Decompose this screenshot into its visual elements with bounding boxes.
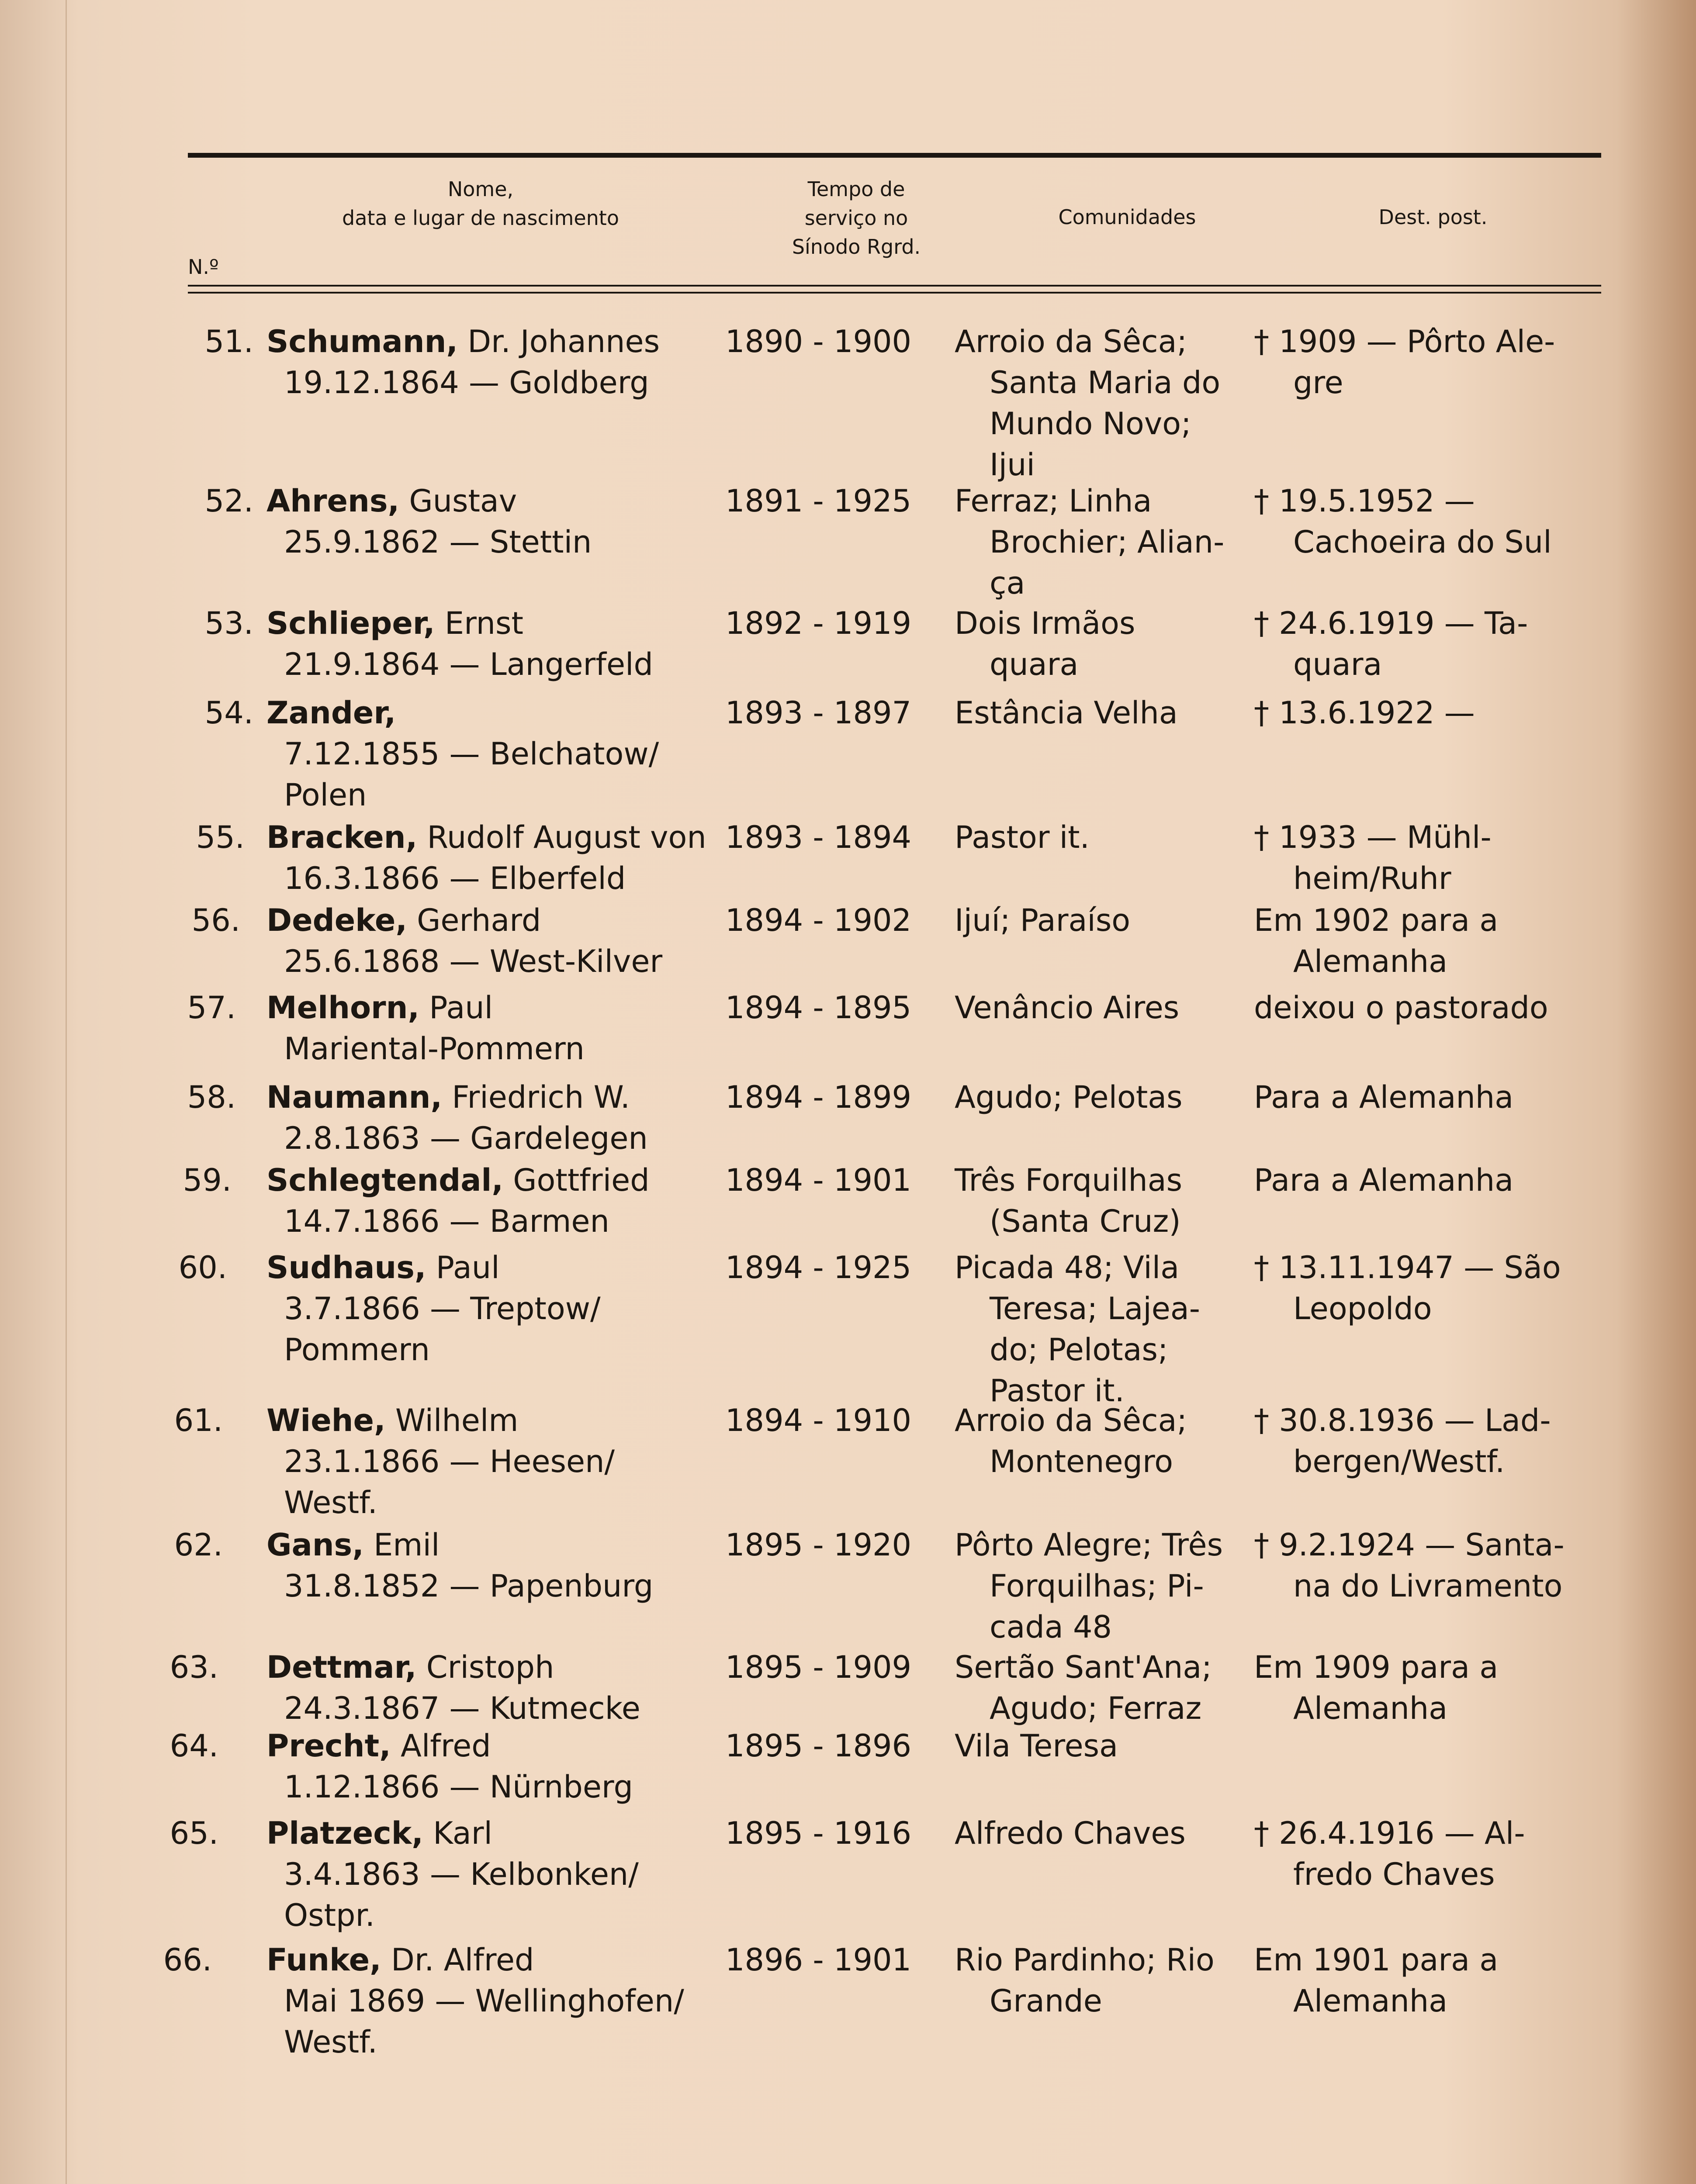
entry-given-name: Ernst: [444, 605, 523, 641]
entry-number: 52.: [204, 483, 253, 519]
entry-destination: [1254, 1813, 1603, 1895]
entry-birth: 21.9.1864 — Langerfeld: [284, 646, 653, 682]
entry-name: [267, 1247, 730, 1288]
destination-line: Leopoldo: [1293, 1291, 1432, 1327]
entry-name: [267, 603, 730, 644]
entry-surname: Precht,: [267, 1728, 391, 1764]
entry-given-name: Wilhelm: [395, 1403, 519, 1438]
destination-line: deixou o pastorado: [1254, 990, 1548, 1026]
entry-name-cell: [267, 900, 730, 982]
entry-name: [267, 1400, 730, 1441]
community-line: (Santa Cruz): [990, 1203, 1181, 1239]
community-line: ça: [990, 565, 1025, 601]
entry-destination: [1254, 692, 1603, 733]
entry-number: 61.: [174, 1403, 223, 1438]
entry-birth: 7.12.1855 — Belchatow/: [284, 736, 659, 772]
entry-service-time: 1890 - 1900: [725, 324, 912, 359]
entry-birth: 19.12.1864 — Goldberg: [284, 365, 649, 401]
entry-birth: Mariental-Pommern: [284, 1031, 585, 1067]
community-line: Venâncio Aires: [955, 990, 1180, 1026]
entry-given-name: Dr. Alfred: [391, 1942, 534, 1978]
entry-name-cell: [267, 603, 730, 685]
destination-line: gre: [1293, 365, 1343, 401]
entry-destination: [1254, 603, 1603, 685]
entry-name-cell: [267, 692, 730, 816]
entry-number: 53.: [204, 605, 253, 641]
entry-birth: 25.9.1862 — Stettin: [284, 524, 592, 560]
entry-number: 66.: [163, 1942, 212, 1978]
entry-surname: Gans,: [267, 1527, 364, 1563]
entry-name: [267, 1939, 730, 1980]
community-line: Ijuí; Paraíso: [955, 902, 1131, 938]
community-line: Arroio da Sêca;: [955, 324, 1187, 359]
destination-line: † 30.8.1936 — Lad-: [1254, 1403, 1551, 1438]
entry-destination: [1254, 321, 1603, 403]
destination-line: † 1933 — Mühl-: [1254, 819, 1492, 855]
entry-name: [267, 321, 730, 362]
entry-communities: [955, 1647, 1260, 1729]
header-communities: Comunidades: [1058, 205, 1196, 229]
entry-name: [267, 900, 730, 941]
entry-birth: Mai 1869 — Wellinghofen/: [284, 1983, 684, 2019]
destination-line: † 19.5.1952 —: [1254, 483, 1475, 519]
entry-communities: [955, 817, 1260, 858]
community-line: Arroio da Sêca;: [955, 1403, 1187, 1438]
entry-birth: 2.8.1863 — Gardelegen: [284, 1120, 648, 1156]
entry-birth: 3.4.1863 — Kelbonken/: [284, 1856, 639, 1892]
entry-service-time: 1894 - 1901: [725, 1162, 912, 1198]
entry-number: 59.: [183, 1162, 232, 1198]
destination-line: Em 1909 para a: [1254, 1649, 1499, 1685]
entry-birth: Ostpr.: [284, 1897, 375, 1933]
destination-line: fredo Chaves: [1293, 1856, 1495, 1892]
entry-birth: Polen: [284, 777, 367, 813]
entry-birth: 31.8.1852 — Papenburg: [284, 1568, 654, 1604]
entry-destination: [1254, 1160, 1603, 1201]
entry-service-time: 1894 - 1910: [725, 1403, 912, 1438]
entry-surname: Schlegtendal,: [267, 1162, 504, 1198]
entry-name-cell: [267, 987, 730, 1069]
community-line: Pastor it.: [955, 819, 1090, 855]
entry-communities: [955, 1939, 1260, 2022]
entry-number: 54.: [204, 695, 253, 731]
community-line: Teresa; Lajea-: [990, 1291, 1201, 1327]
entry-birth: 24.3.1867 — Kutmecke: [284, 1690, 640, 1726]
entry-given-name: Gottfried: [513, 1162, 650, 1198]
entry-birth: Westf.: [284, 2024, 377, 2060]
entry-communities: [955, 1247, 1260, 1411]
header-service-time: Tempo de serviço no Sínodo Rgrd.: [792, 177, 921, 259]
entry-birth: Pommern: [284, 1332, 430, 1368]
entry-name-cell: [267, 480, 730, 563]
entry-number: 55.: [196, 819, 245, 855]
community-line: Mundo Novo;: [990, 406, 1191, 442]
entry-name-cell: [267, 321, 730, 403]
destination-line: Alemanha: [1293, 943, 1448, 979]
destination-line: Para a Alemanha: [1254, 1162, 1514, 1198]
community-line: Santa Maria do: [990, 365, 1221, 401]
destination-line: † 13.11.1947 — São: [1254, 1250, 1561, 1286]
entry-surname: Zander,: [267, 695, 396, 731]
entry-name: [267, 1813, 730, 1854]
entry-service-time: 1894 - 1895: [725, 990, 912, 1026]
community-line: Sertão Sant'Ana;: [955, 1649, 1212, 1685]
entry-destination: [1254, 987, 1603, 1028]
destination-line: † 1909 — Pôrto Ale-: [1254, 324, 1555, 359]
entry-name: [267, 1524, 730, 1565]
entry-given-name: Paul: [429, 990, 493, 1026]
entry-surname: Melhorn,: [267, 990, 419, 1026]
entry-name-cell: [267, 1160, 730, 1242]
destination-line: quara: [1293, 646, 1382, 682]
entry-given-name: Dr. Johannes: [467, 324, 660, 359]
entry-communities: [955, 987, 1260, 1028]
entry-name: [267, 1160, 730, 1201]
entry-birth: 1.12.1866 — Nürnberg: [284, 1769, 633, 1805]
destination-line: heim/Ruhr: [1293, 860, 1451, 896]
entry-communities: [955, 1813, 1260, 1854]
entry-name-cell: [267, 1524, 730, 1607]
community-line: Rio Pardinho; Rio: [955, 1942, 1215, 1978]
entry-communities: [955, 1400, 1260, 1482]
entry-name: [267, 1647, 730, 1688]
entry-name-cell: [267, 1077, 730, 1159]
entry-name-cell: [267, 817, 730, 899]
entry-given-name: Emil: [374, 1527, 440, 1563]
entry-birth: 14.7.1866 — Barmen: [284, 1203, 609, 1239]
destination-line: Para a Alemanha: [1254, 1079, 1514, 1115]
community-line: Pôrto Alegre; Três: [955, 1527, 1223, 1563]
destination-line: Cachoeira do Sul: [1293, 524, 1552, 560]
entry-number: 64.: [170, 1728, 218, 1764]
entry-surname: Wiehe,: [267, 1403, 386, 1438]
entry-surname: Bracken,: [267, 819, 418, 855]
header-destination: Dest. post.: [1378, 205, 1488, 229]
table-top-rule: [188, 153, 1601, 158]
community-line: Grande: [990, 1983, 1102, 2019]
entry-name-cell: [267, 1813, 730, 1936]
entry-birth: 16.3.1866 — Elberfeld: [284, 860, 626, 896]
community-line: Montenegro: [990, 1444, 1173, 1479]
community-line: Ferraz; Linha: [955, 483, 1152, 519]
entry-surname: Schlieper,: [267, 605, 435, 641]
header-rule-lower: [188, 292, 1601, 294]
destination-line: † 24.6.1919 — Ta-: [1254, 605, 1528, 641]
entry-birth: 25.6.1868 — West-Kilver: [284, 943, 663, 979]
entry-name: [267, 480, 730, 522]
destination-line: † 13.6.1922 —: [1254, 695, 1475, 731]
community-line: Dois Irmãos: [955, 605, 1135, 641]
entry-destination: [1254, 1939, 1603, 2022]
entry-service-time: 1895 - 1909: [725, 1649, 912, 1685]
community-line: Três Forquilhas: [955, 1162, 1183, 1198]
entry-given-name: Friedrich W.: [452, 1079, 630, 1115]
entry-service-time: 1895 - 1896: [725, 1728, 912, 1764]
entry-surname: Ahrens,: [267, 483, 400, 519]
entry-communities: [955, 1160, 1260, 1242]
destination-line: Alemanha: [1293, 1690, 1448, 1726]
entry-service-time: 1892 - 1919: [725, 605, 912, 641]
destination-line: Alemanha: [1293, 1983, 1448, 2019]
entry-destination: [1254, 1247, 1603, 1329]
entry-surname: Schumann,: [267, 324, 458, 359]
entry-number: 65.: [170, 1815, 218, 1851]
entry-number: 60.: [178, 1250, 227, 1286]
destination-line: Em 1901 para a: [1254, 1942, 1499, 1978]
entry-destination: [1254, 817, 1603, 899]
entry-name: [267, 1077, 730, 1118]
entry-number: 58.: [187, 1079, 236, 1115]
destination-line: † 26.4.1916 — Al-: [1254, 1815, 1525, 1851]
entry-communities: [955, 692, 1260, 733]
community-line: quara: [990, 646, 1079, 682]
entry-name: [267, 692, 730, 733]
entry-given-name: Cristoph: [426, 1649, 554, 1685]
entry-service-time: 1894 - 1902: [725, 902, 912, 938]
destination-line: na do Livramento: [1293, 1568, 1563, 1604]
community-line: Pastor it.: [990, 1373, 1125, 1409]
entry-communities: [955, 900, 1260, 941]
entry-name-cell: [267, 1247, 730, 1370]
entry-birth: Westf.: [284, 1485, 377, 1521]
entry-communities: [955, 1725, 1260, 1766]
entry-number: 62.: [174, 1527, 223, 1563]
entry-given-name: Gerhard: [417, 902, 541, 938]
entry-communities: [955, 1524, 1260, 1648]
entry-communities: [955, 321, 1260, 485]
entry-surname: Sudhaus,: [267, 1250, 426, 1286]
entry-birth: 3.7.1866 — Treptow/: [284, 1291, 601, 1327]
community-line: cada 48: [990, 1609, 1112, 1645]
entry-communities: [955, 1077, 1260, 1118]
destination-line: bergen/Westf.: [1293, 1444, 1505, 1479]
entry-destination: [1254, 1647, 1603, 1729]
community-line: Agudo; Ferraz: [990, 1690, 1202, 1726]
community-line: Vila Teresa: [955, 1728, 1118, 1764]
entry-destination: [1254, 1400, 1603, 1482]
entry-given-name: Rudolf August von: [427, 819, 706, 855]
entry-service-time: 1895 - 1916: [725, 1815, 912, 1851]
entry-name-cell: [267, 1647, 730, 1729]
entry-number: 56.: [191, 902, 240, 938]
community-line: Forquilhas; Pi-: [990, 1568, 1204, 1604]
entry-number: 63.: [170, 1649, 218, 1685]
entry-service-time: 1891 - 1925: [725, 483, 912, 519]
entry-destination: [1254, 480, 1603, 563]
entry-number: 51.: [204, 324, 253, 359]
entry-service-time: 1894 - 1925: [725, 1250, 912, 1286]
entry-name: [267, 1725, 730, 1766]
entry-communities: [955, 480, 1260, 604]
entry-destination: [1254, 1524, 1603, 1607]
entry-name-cell: [267, 1400, 730, 1523]
entry-surname: Dedeke,: [267, 902, 407, 938]
header-number: N.º: [188, 255, 219, 279]
entry-name-cell: [267, 1725, 730, 1807]
entry-name: [267, 817, 730, 858]
entry-surname: Naumann,: [267, 1079, 443, 1115]
binding-gutter: [66, 0, 67, 2184]
entry-name: [267, 987, 730, 1028]
community-line: Agudo; Pelotas: [955, 1079, 1183, 1115]
entry-number: 57.: [187, 990, 236, 1026]
destination-line: Em 1902 para a: [1254, 902, 1499, 938]
community-line: Brochier; Alian-: [990, 524, 1225, 560]
community-line: Estância Velha: [955, 695, 1178, 731]
entry-given-name: Karl: [433, 1815, 492, 1851]
entry-birth: 23.1.1866 — Heesen/: [284, 1444, 615, 1479]
entry-given-name: Alfred: [400, 1728, 491, 1764]
entry-surname: Platzeck,: [267, 1815, 423, 1851]
entry-name-cell: [267, 1939, 730, 2063]
entry-destination: [1254, 900, 1603, 982]
entry-service-time: 1894 - 1899: [725, 1079, 912, 1115]
entry-surname: Funke,: [267, 1942, 381, 1978]
header-rule-upper: [188, 285, 1601, 287]
entry-service-time: 1896 - 1901: [725, 1942, 912, 1978]
entry-communities: [955, 603, 1260, 685]
community-line: Alfredo Chaves: [955, 1815, 1186, 1851]
community-line: Picada 48; Vila: [955, 1250, 1180, 1286]
community-line: Ijui: [990, 447, 1035, 483]
community-line: do; Pelotas;: [990, 1332, 1168, 1368]
entry-destination: [1254, 1077, 1603, 1118]
header-name: Nome, data e lugar de nascimento: [342, 177, 619, 230]
entry-surname: Dettmar,: [267, 1649, 417, 1685]
entry-given-name: Paul: [436, 1250, 500, 1286]
entry-given-name: Gustav: [409, 483, 517, 519]
destination-line: † 9.2.1924 — Santa-: [1254, 1527, 1564, 1563]
entry-service-time: 1895 - 1920: [725, 1527, 912, 1563]
entry-service-time: 1893 - 1897: [725, 695, 912, 731]
entry-service-time: 1893 - 1894: [725, 819, 912, 855]
